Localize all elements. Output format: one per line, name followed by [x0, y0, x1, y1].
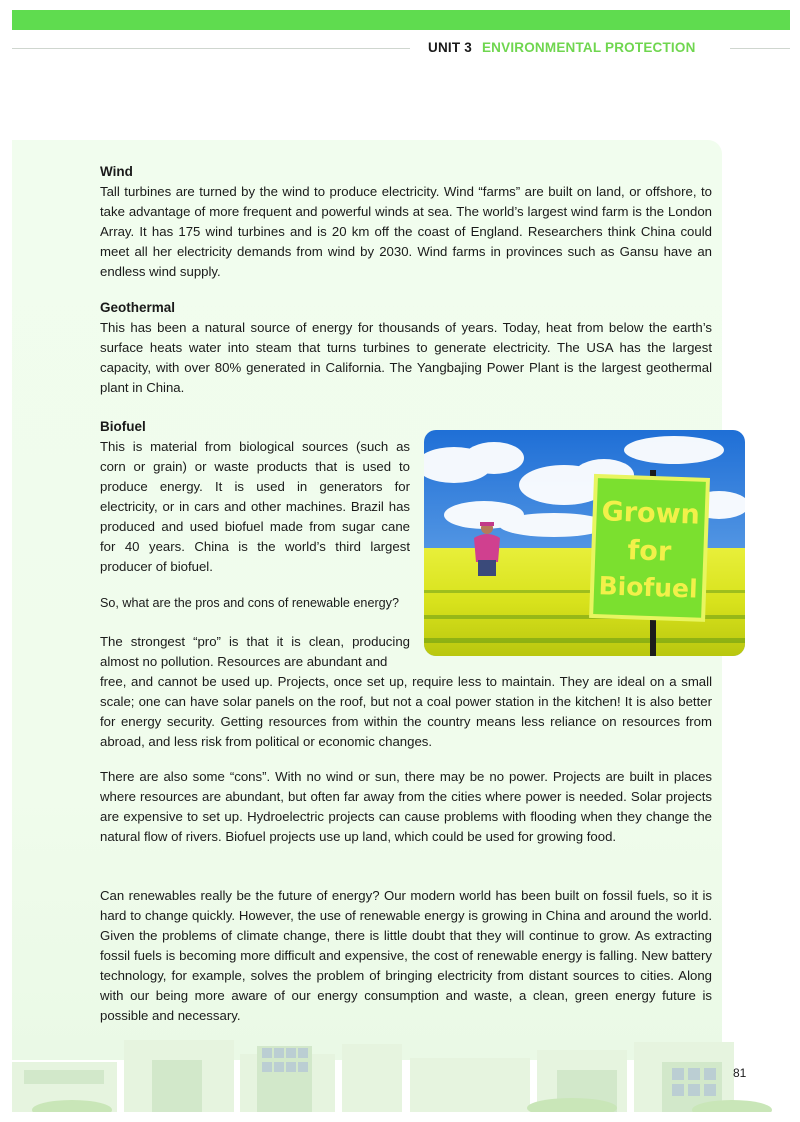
pros-lead-paragraph: The strongest “pro” is that it is clean, producing almost no pollution. Resources are abundant and [100, 634, 410, 669]
geothermal-heading: Geothermal [100, 300, 176, 315]
cons-paragraph: There are also some “cons”. With no wind or sun, there may be no power. Projects are built in places where resources are abundant, but often far away from the cities where power is needed. Solar projects are expensive to set up. Hydroelectric projects can cause problems with flooding when they change the natural flow of rivers. Biofuel projects use up land, which could be used for growing food. [100, 769, 712, 844]
pros-continued-block [100, 672, 712, 752]
header-rule-right [730, 48, 790, 49]
unit-title: ENVIRONMENTAL PROTECTION [481, 40, 696, 55]
conclusion-paragraph: Can renewables really be the future of energy? Our modern world has been built on fossil fuels, so it is hard to change quickly. However, the use of renewable energy is growing in China and around the world. Given the problems of climate change, there is little doubt that they will continue to grow. As extracting fossil fuels is becoming more difficult and expensive, the cost of renewable energy is falling. New battery technology, for example, solves the problem of bringing electricity from distant sources to cities. Along with our being more aware of our energy consumption and waste, a clean, green energy future is possible and necessary. [100, 888, 712, 1023]
header-rule-left [12, 48, 410, 49]
cons-block [100, 767, 712, 847]
wind-paragraph: Tall turbines are turned by the wind to produce electricity. Wind “farms” are built on land, or offshore, to take advantage of more frequent and powerful winds at sea. The world’s largest wind farm is the London Array. It has 175 wind turbines and is 20 km off the coast of England. Researchers think China could meet all her electricity demands from wind by 2030. Wind farms in provinces such as Gansu have an endless wind supply. [100, 184, 712, 279]
biofuel-heading: Biofuel [100, 419, 146, 434]
pros-cons-question-block [100, 593, 410, 613]
wind-heading: Wind [100, 164, 133, 179]
section-wind [100, 162, 712, 282]
pros-cons-question: So, what are the pros and cons of renewable energy? [100, 596, 399, 610]
biofuel-paragraph: This is material from biological sources (such as corn or grain) or waste products that is used to produce energy. It is used in generators for electricity, or in cars and other machines. Brazil has produced and used biofuel made from sugar cane for 40 years. China is the world’s third largest producer of biofuel. [100, 439, 410, 574]
top-accent-bar [12, 10, 790, 30]
pros-paragraph: free, and cannot be used up. Projects, once set up, require less to maintain. They are ideal on a small scale; one can have solar panels on the roof, but not a coal power station in the kitchen! It is also better for energy security. Getting resources from within the country means less reliance on resources from abroad, and less risk from political or economic changes. [100, 674, 712, 749]
section-geothermal [100, 298, 712, 398]
geothermal-paragraph: This has been a natural source of energy for thousands of years. Today, heat from below the earth’s surface heats water into steam that turns turbines to generate electricity. The USA has the largest capacity, with over 80% generated in California. The Yangbajing Power Plant is the largest geothermal plant in China. [100, 320, 712, 395]
conclusion-block [100, 886, 712, 1026]
city-skyline-illustration [12, 1040, 790, 1112]
unit-number: UNIT 3 [428, 40, 472, 55]
page-number: 81 [733, 1066, 747, 1080]
sign-line-2: for [627, 535, 672, 568]
sign-line-3: Biofuel [598, 571, 699, 604]
section-biofuel [100, 417, 410, 577]
sign-line-1: Grown [601, 496, 701, 531]
pros-lead-block [100, 632, 410, 672]
unit-header [428, 40, 696, 58]
biofuel-field-photo [424, 430, 745, 656]
